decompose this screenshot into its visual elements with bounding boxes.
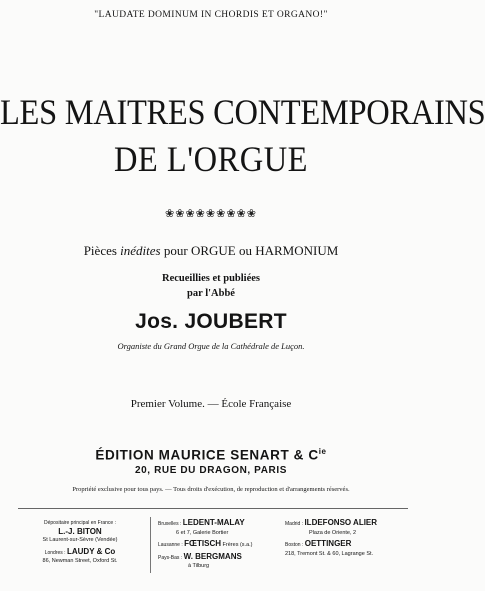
lausanne-name: FŒTISCH (184, 539, 222, 548)
collected-line-1: Recueillies et publiées (162, 273, 260, 284)
brussels-line (158, 519, 278, 529)
publisher-name (0, 447, 422, 463)
distributor-london (20, 548, 140, 558)
subtitle-part-3: pour ORGUE ou HARMONIUM (160, 243, 339, 258)
brussels-address: 6 et 7, Galerie Bortier (176, 529, 229, 536)
paysbas-name: W. BERGMANS (183, 551, 242, 561)
boston-line (285, 540, 420, 550)
paysbas-line (158, 553, 278, 563)
madrid-label: Madrid : (285, 521, 305, 527)
brussels-label: Bruxelles : (158, 521, 183, 527)
distributor-column-1 (20, 519, 140, 566)
volume-line: Premier Volume. — École Française (130, 398, 292, 410)
distributor-biton: L.-J. BITON (58, 526, 102, 536)
madrid-line (285, 519, 420, 529)
london-name: LAUDY & Co (66, 546, 116, 556)
boston-address: 218, Tremont St. & 60, Lagrange St. (285, 550, 374, 557)
london-address: 86, Newman Street, Oxford St. (42, 558, 118, 564)
title-line-1: LES MAITRES CONTEMPORAINS (0, 92, 485, 134)
divider-rule (18, 508, 408, 509)
distributor-biton-place: St Laurent-sur-Sèvre (Vendée) (42, 537, 118, 543)
distributor-column-3 (285, 519, 420, 558)
brussels-name: LEDENT-MALAY (182, 518, 245, 527)
subtitle (0, 243, 422, 259)
paysbas-address: à Tilburg (188, 563, 210, 569)
subtitle-part-1: Pièces (83, 243, 121, 258)
author-name: Jos. JOUBERT (135, 310, 287, 333)
madrid-name: ILDEFONSO ALIER (304, 518, 378, 527)
publisher-address: 20, RUE DU DRAGON, PARIS (134, 465, 287, 476)
rights-notice: Propriété exclusive pour tous pays. — Tous droits d'exécution, de reproduction et d'arrangements réservés. (72, 486, 350, 493)
madrid-address: Plaza de Oriente, 2 (309, 529, 357, 536)
motto: "LAUDATE DOMINUM IN CHORDIS ET ORGANO!" (94, 10, 328, 20)
subtitle-part-2: inédites (120, 243, 161, 258)
distributor-column-2 (158, 519, 278, 571)
distributor-label: Dépositaire principal en France : (44, 520, 116, 526)
lausanne-suffix: Frères (s.a.) (221, 542, 253, 548)
author-note: Organiste du Grand Orgue de la Cathédrale de Luçon. (117, 341, 305, 351)
boston-label: Boston : (285, 542, 305, 548)
column-separator (150, 517, 151, 573)
boston-name: OETTINGER (304, 539, 352, 548)
publisher-name-text: ÉDITION MAURICE SENART & C (95, 447, 319, 463)
title-line-2: DE L'ORGUE (113, 139, 309, 181)
lausanne-line (158, 540, 278, 550)
paysbas-label: Pays-Bas : (158, 554, 184, 561)
collected-line-2: par l'Abbé (187, 288, 235, 299)
publisher-name-sup: ie (318, 447, 327, 456)
ornament-divider: ❀❀❀❀❀❀❀❀❀ (165, 208, 257, 220)
london-label: Londres : (44, 549, 67, 556)
lausanne-label: Lausanne : (158, 542, 185, 548)
